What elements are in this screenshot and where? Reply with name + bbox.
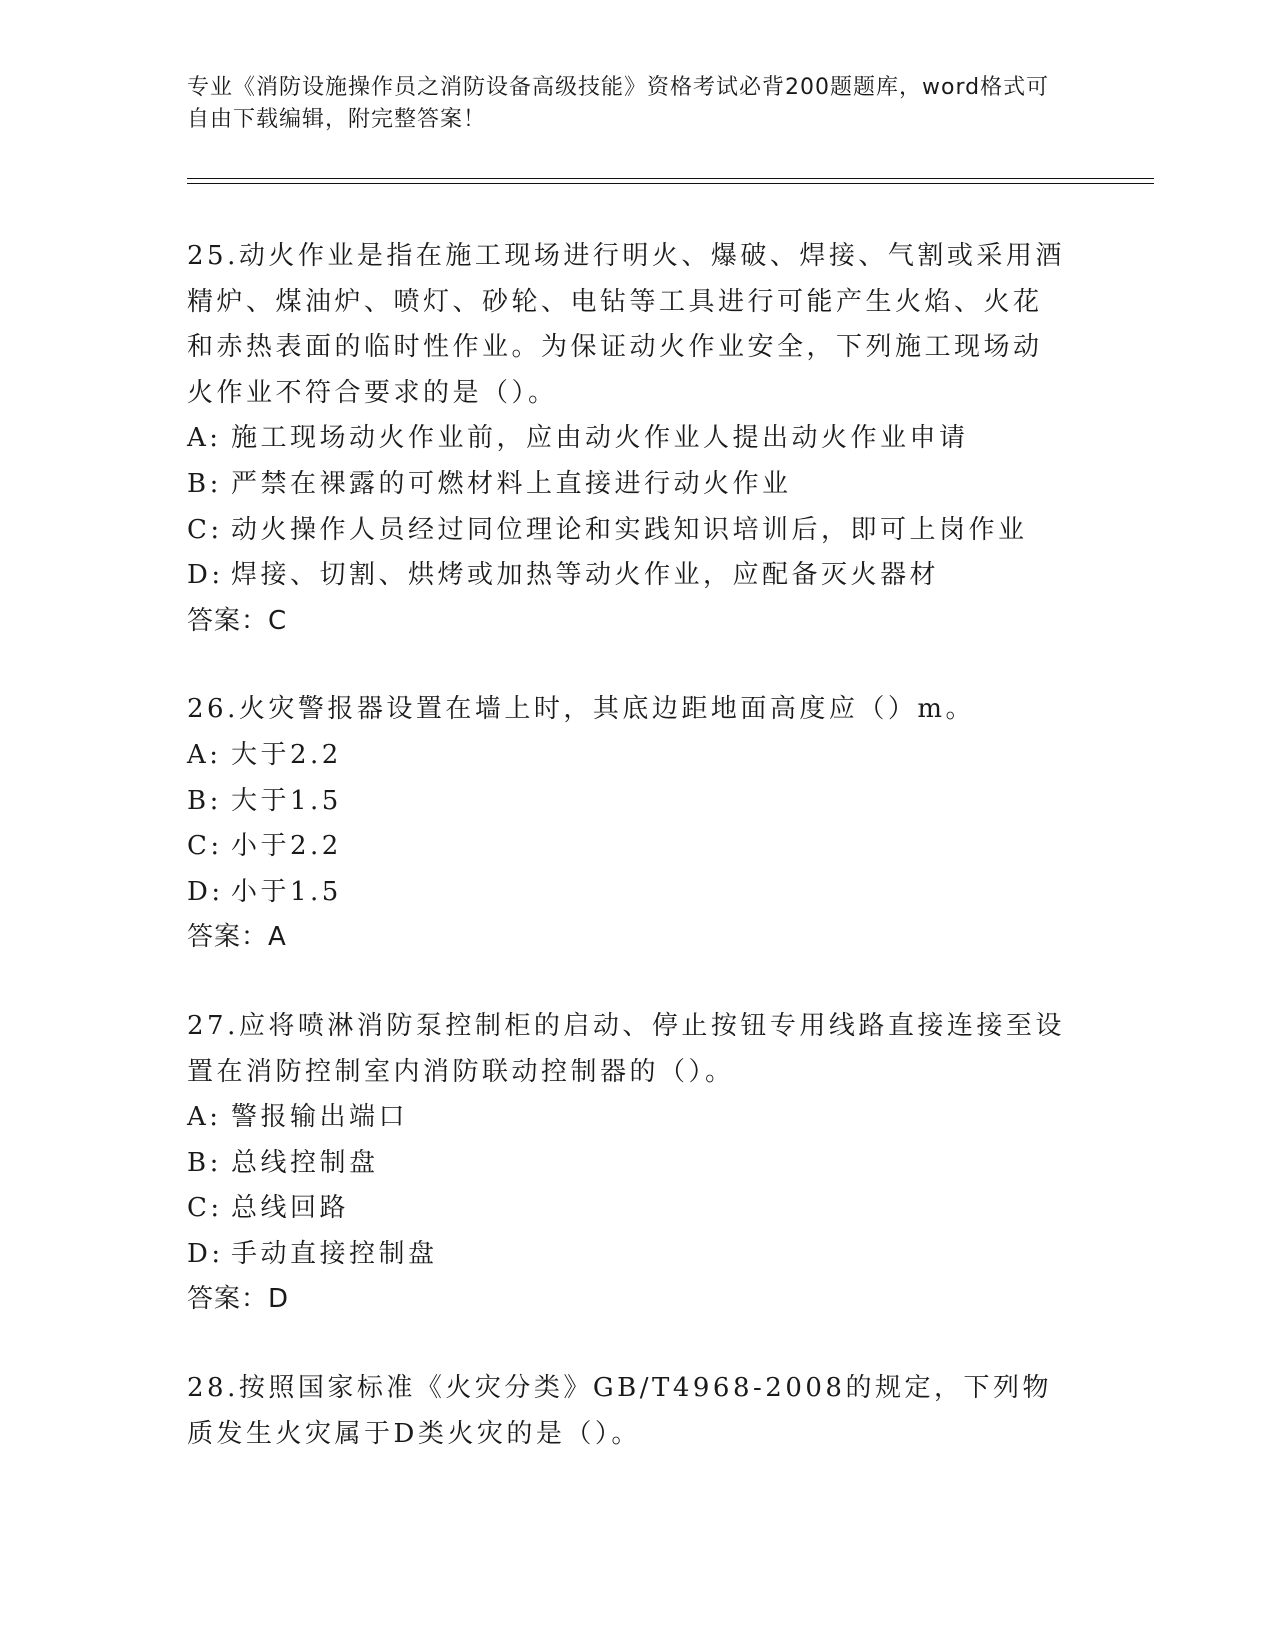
option-b [187,779,1087,825]
option-key: B: [187,785,222,816]
question-26 [187,687,1087,961]
option-key: A: [187,1102,222,1133]
option-key: D: [187,1238,224,1269]
option-key: D: [187,560,224,591]
option-key: D: [187,876,224,907]
option-d [187,870,1087,916]
option-text: 小于2.2 [231,831,342,862]
option-key: A: [187,739,222,770]
header-rule-top [187,178,1154,179]
option-text: 焊接、切割、烘烤或加热等动火作业，应配备灭火器材 [231,560,940,591]
question-25 [187,234,1087,644]
option-key: C: [187,514,223,545]
option-a [187,733,1087,779]
option-c [187,1186,1087,1232]
question-stem: 27.应将喷淋消防泵控制柜的启动、停止按钮专用线路直接连接至设置在消防控制室内消防联动控制器的（）。 [187,1010,1065,1087]
option-text: 小于1.5 [231,876,342,907]
option-text: 大于2.2 [231,739,342,770]
header-rule-bottom [187,183,1154,184]
option-text: 手动直接控制盘 [231,1238,438,1269]
question-stem: 26.火灾警报器设置在墙上时，其底边距地面高度应（）m。 [187,694,976,725]
option-text: 总线回路 [231,1193,350,1224]
option-text: 施工现场动火作业前，应由动火作业人提出动火作业申请 [231,423,969,454]
option-text: 总线控制盘 [231,1147,379,1178]
option-b [187,1141,1087,1187]
answer-line: 答案：A [187,922,287,953]
question-stem: 25.动火作业是指在施工现场进行明火、爆破、焊接、气割或采用酒精炉、煤油炉、喷灯、砂轮、电钻等工具进行可能产生火焰、火花和赤热表面的临时性作业。为保证动火作业安全，下列施工现场动火作业不符合要求的是（）。 [187,241,1065,408]
option-key: C: [187,1193,223,1224]
question-stem: 28.按照国家标准《火灾分类》GB/T4968-2008的规定，下列物质发生火灾属于D类火灾的是（）。 [187,1373,1052,1449]
option-a [187,416,1087,462]
option-text: 大于1.5 [231,785,342,816]
option-text: 警报输出端口 [231,1102,409,1133]
option-key: C: [187,831,223,862]
option-c [187,508,1087,554]
answer-line: 答案：D [187,1284,290,1315]
option-key: B: [187,468,222,499]
question-27 [187,1004,1087,1323]
option-text: 严禁在裸露的可燃材料上直接进行动火作业 [231,468,792,499]
question-28 [187,1366,1087,1457]
option-a [187,1095,1087,1141]
option-key: A: [187,423,222,454]
option-text: 动火操作人员经过同位理论和实践知识培训后，即可上岗作业 [231,514,1028,545]
option-c [187,824,1087,870]
document-header: 专业《消防设施操作员之消防设备高级技能》资格考试必背200题题库，word格式可自由下载编辑，附完整答案！ [187,75,1050,132]
option-d [187,553,1087,599]
option-key: B: [187,1147,222,1178]
option-b [187,462,1087,508]
option-d [187,1232,1087,1278]
question-list [187,234,1087,1500]
answer-line: 答案：C [187,605,288,636]
